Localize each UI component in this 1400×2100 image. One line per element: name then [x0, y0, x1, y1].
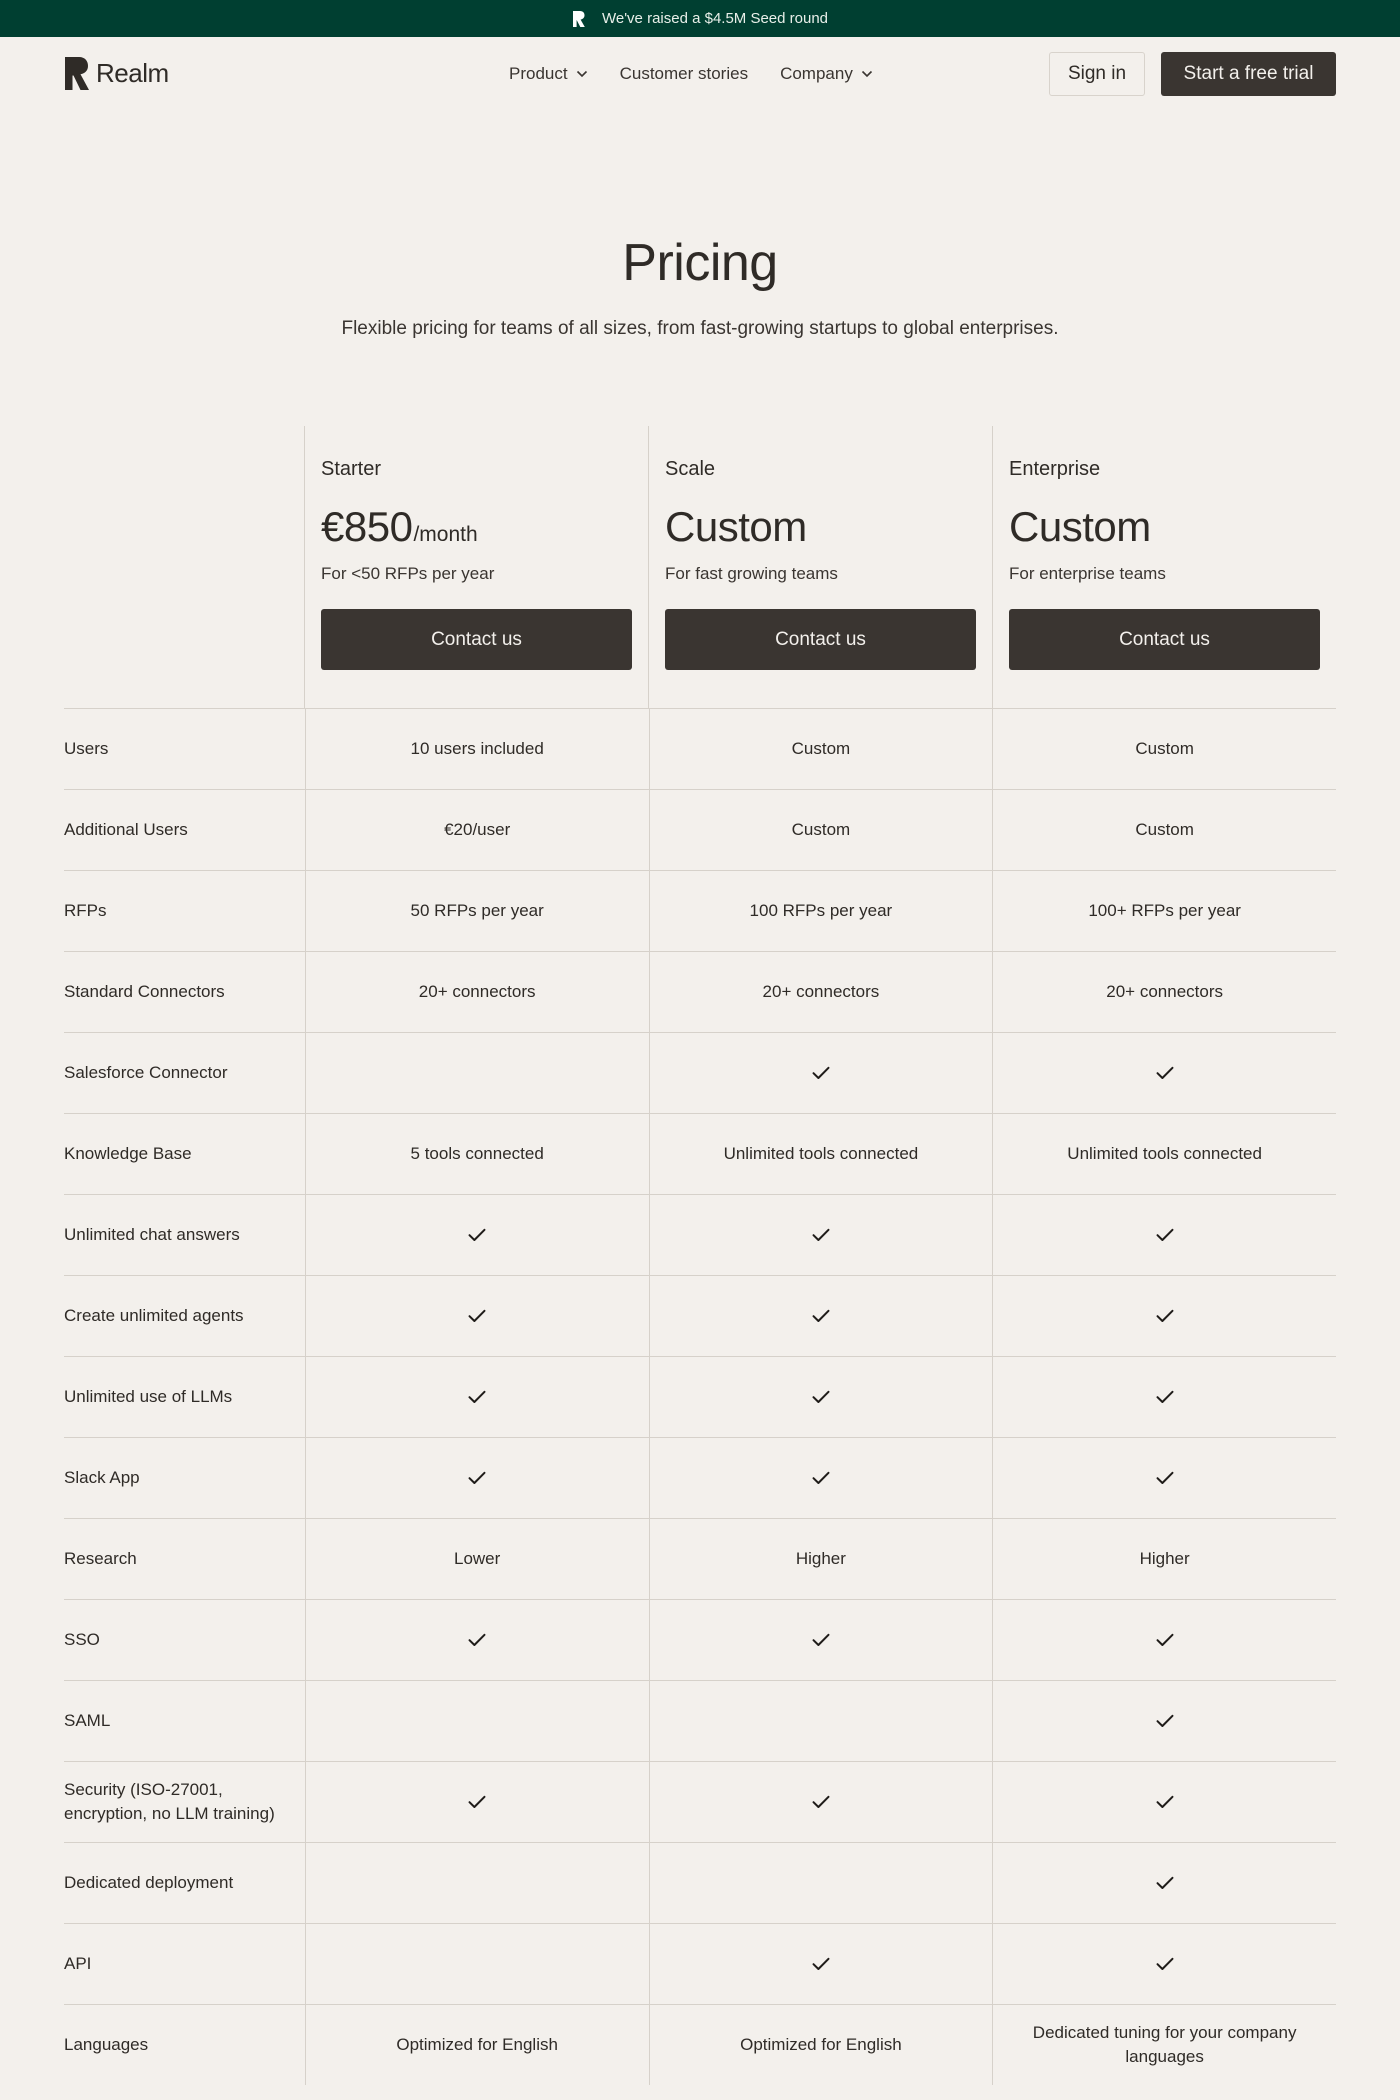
nav-product[interactable] — [509, 64, 588, 84]
feature-name: Unlimited use of LLMs — [64, 1387, 233, 1406]
feature-cell — [992, 1438, 1336, 1518]
feature-name: Additional Users — [64, 820, 188, 839]
feature-cell — [992, 1519, 1336, 1599]
feature-name: Salesforce Connector — [64, 1063, 228, 1082]
plan-name: Starter — [321, 458, 382, 480]
feature-value: 10 users included — [410, 739, 544, 758]
feature-value: €20/user — [444, 820, 511, 839]
feature-cell — [649, 1600, 993, 1680]
contact-us-button-scale[interactable]: Contact us — [665, 609, 976, 670]
feature-cell — [992, 2005, 1336, 2085]
feature-value: 50 RFPs per year — [410, 901, 544, 920]
checkmark-icon — [468, 1795, 486, 1809]
feature-cell — [992, 1924, 1336, 2004]
feature-value: Dedicated tuning for your company languages — [1032, 2023, 1297, 2066]
checkmark-icon — [812, 1633, 830, 1647]
sign-in-button[interactable]: Sign in — [1049, 52, 1145, 96]
checkmark-icon — [1156, 1390, 1174, 1404]
feature-name: Research — [64, 1549, 137, 1568]
feature-cell — [649, 1843, 993, 1923]
table-row — [64, 1032, 1336, 1113]
table-row — [64, 870, 1336, 951]
feature-cell — [305, 1600, 649, 1680]
plan-description: For enterprise teams — [1009, 564, 1166, 583]
checkmark-icon — [812, 1228, 830, 1242]
start-free-trial-button[interactable]: Start a free trial — [1161, 52, 1336, 96]
feature-cell — [305, 790, 649, 870]
feature-value: Lower — [454, 1549, 501, 1568]
plan-name: Enterprise — [1009, 458, 1101, 480]
feature-cell — [649, 1357, 993, 1437]
table-row — [64, 1275, 1336, 1356]
feature-value: Unlimited tools connected — [1067, 1144, 1262, 1163]
page-subtitle: Flexible pricing for teams of all sizes, from fast-growing startups to global enterprises. — [341, 318, 1059, 339]
feature-cell — [992, 1276, 1336, 1356]
feature-name: SSO — [64, 1630, 100, 1649]
plans-header-row — [64, 426, 1336, 708]
feature-name: Slack App — [64, 1468, 140, 1487]
feature-cell — [992, 1843, 1336, 1923]
table-row — [64, 1599, 1336, 1680]
feature-cell — [305, 709, 649, 789]
feature-value: Higher — [1139, 1549, 1190, 1568]
plan-price-amount: €850 — [321, 503, 413, 550]
table-row — [64, 708, 1336, 789]
table-row — [64, 1761, 1336, 1842]
checkmark-icon — [1156, 1795, 1174, 1809]
feature-name: Unlimited chat answers — [64, 1225, 240, 1244]
feature-value: 20+ connectors — [762, 982, 880, 1001]
feature-name: API — [64, 1954, 92, 1973]
table-row — [64, 1842, 1336, 1923]
realm-logo[interactable] — [64, 56, 169, 91]
pricing-table — [64, 426, 1336, 2085]
checkmark-icon — [812, 1309, 830, 1323]
feature-value: Unlimited tools connected — [723, 1144, 919, 1163]
plan-price — [321, 503, 632, 550]
checkmark-icon — [812, 1471, 830, 1485]
table-row — [64, 2004, 1336, 2085]
feature-cell — [649, 1681, 993, 1761]
checkmark-icon — [1156, 1309, 1174, 1323]
feature-value: Optimized for English — [740, 2035, 902, 2054]
feature-cell — [649, 1114, 993, 1194]
page-title: Pricing — [622, 234, 778, 292]
feature-cell — [649, 1033, 993, 1113]
feature-cell — [305, 2005, 649, 2085]
table-row — [64, 1113, 1336, 1194]
feature-cell — [992, 1033, 1336, 1113]
banner-text[interactable]: We've raised a $4.5M Seed round — [601, 10, 829, 27]
checkmark-icon — [812, 1957, 830, 1971]
plan-scale — [648, 426, 992, 708]
feature-cell — [992, 1357, 1336, 1437]
table-row — [64, 1437, 1336, 1518]
feature-cell — [992, 790, 1336, 870]
plan-price-suffix: /month — [413, 523, 478, 546]
feature-value: 100 RFPs per year — [749, 901, 893, 920]
feature-cell — [649, 1519, 993, 1599]
feature-cell — [649, 2005, 993, 2085]
feature-cell — [992, 1114, 1336, 1194]
checkmark-icon — [1156, 1066, 1174, 1080]
nav-customer-stories-label: Customer stories — [619, 63, 749, 83]
table-row — [64, 1923, 1336, 2004]
feature-value: 100+ RFPs per year — [1088, 901, 1241, 920]
nav-product-label: Product — [509, 63, 568, 83]
feature-name: RFPs — [64, 901, 107, 920]
checkmark-icon — [1156, 1876, 1174, 1890]
nav-company-label: Company — [780, 63, 853, 83]
checkmark-icon — [468, 1390, 486, 1404]
feature-cell — [305, 1033, 649, 1113]
hero-section — [0, 234, 1400, 340]
table-row — [64, 1194, 1336, 1275]
announcement-banner[interactable] — [0, 0, 1400, 37]
feature-cell — [305, 1681, 649, 1761]
feature-cell — [649, 1195, 993, 1275]
plan-price-amount: Custom — [1009, 503, 1151, 550]
feature-cell — [305, 952, 649, 1032]
feature-cell — [649, 1762, 993, 1842]
realm-logo-icon — [572, 10, 586, 28]
nav-customer-stories[interactable] — [620, 64, 748, 84]
plan-enterprise — [992, 426, 1336, 708]
contact-us-button-starter[interactable]: Contact us — [321, 609, 632, 670]
feature-cell — [305, 1924, 649, 2004]
chevron-down-icon — [576, 70, 588, 78]
checkmark-icon — [812, 1390, 830, 1404]
feature-value: Higher — [795, 1549, 846, 1568]
feature-cell — [305, 871, 649, 951]
feature-cell — [649, 952, 993, 1032]
plan-name: Scale — [665, 458, 716, 480]
plan-starter — [304, 426, 648, 708]
feature-cell — [992, 1195, 1336, 1275]
feature-value: Custom — [1135, 739, 1194, 758]
checkmark-icon — [468, 1633, 486, 1647]
table-row — [64, 1518, 1336, 1599]
feature-cell — [649, 1438, 993, 1518]
feature-cell — [992, 952, 1336, 1032]
checkmark-icon — [1156, 1714, 1174, 1728]
feature-cell — [992, 709, 1336, 789]
feature-cell — [649, 709, 993, 789]
feature-name: SAML — [64, 1711, 111, 1730]
feature-cell — [305, 1519, 649, 1599]
feature-cell — [305, 1276, 649, 1356]
logo-text: Realm — [96, 58, 169, 88]
feature-value: Custom — [791, 820, 851, 839]
feature-cell — [992, 1681, 1336, 1761]
plan-price — [1009, 503, 1320, 550]
feature-value: 20+ connectors — [418, 982, 536, 1001]
table-row — [64, 1356, 1336, 1437]
feature-name: Knowledge Base — [64, 1144, 192, 1163]
feature-value: 5 tools connected — [410, 1144, 544, 1163]
feature-name: Dedicated deployment — [64, 1873, 234, 1892]
table-row — [64, 951, 1336, 1032]
plan-description: For <50 RFPs per year — [321, 564, 495, 583]
feature-cell — [305, 1357, 649, 1437]
nav-company[interactable] — [780, 64, 873, 84]
checkmark-icon — [468, 1471, 486, 1485]
feature-value: Optimized for English — [396, 2035, 558, 2054]
realm-logo-icon — [64, 56, 90, 91]
feature-cell — [992, 871, 1336, 951]
plan-description: For fast growing teams — [665, 564, 838, 583]
feature-value: Custom — [1135, 820, 1194, 839]
feature-name: Security (ISO-27001, encryption, no LLM training) — [64, 1780, 275, 1823]
feature-name: Standard Connectors — [64, 982, 225, 1001]
feature-name: Users — [64, 739, 109, 758]
feature-cell — [649, 1924, 993, 2004]
feature-value: Custom — [791, 739, 851, 758]
plan-price-amount: Custom — [665, 503, 807, 550]
feature-rows — [64, 708, 1336, 2085]
feature-cell — [649, 871, 993, 951]
top-navigation — [0, 37, 1400, 110]
checkmark-icon — [1156, 1471, 1174, 1485]
checkmark-icon — [1156, 1228, 1174, 1242]
checkmark-icon — [1156, 1633, 1174, 1647]
feature-name: Create unlimited agents — [64, 1306, 244, 1325]
feature-cell — [992, 1600, 1336, 1680]
feature-value: 20+ connectors — [1106, 982, 1223, 1001]
table-row — [64, 789, 1336, 870]
feature-cell — [305, 1843, 649, 1923]
checkmark-icon — [468, 1309, 486, 1323]
feature-cell — [305, 1762, 649, 1842]
feature-cell — [649, 790, 993, 870]
feature-cell — [305, 1114, 649, 1194]
checkmark-icon — [1156, 1957, 1174, 1971]
chevron-down-icon — [861, 70, 873, 78]
feature-cell — [992, 1762, 1336, 1842]
feature-cell — [305, 1438, 649, 1518]
feature-cell — [305, 1195, 649, 1275]
feature-cell — [649, 1276, 993, 1356]
nav-links — [509, 37, 873, 110]
plan-price — [665, 503, 976, 550]
plans-spacer — [64, 426, 304, 708]
checkmark-icon — [468, 1228, 486, 1242]
checkmark-icon — [812, 1795, 830, 1809]
contact-us-button-enterprise[interactable]: Contact us — [1009, 609, 1320, 670]
table-row — [64, 1680, 1336, 1761]
checkmark-icon — [812, 1066, 830, 1080]
nav-actions — [1049, 52, 1336, 96]
feature-name: Languages — [64, 2035, 149, 2054]
